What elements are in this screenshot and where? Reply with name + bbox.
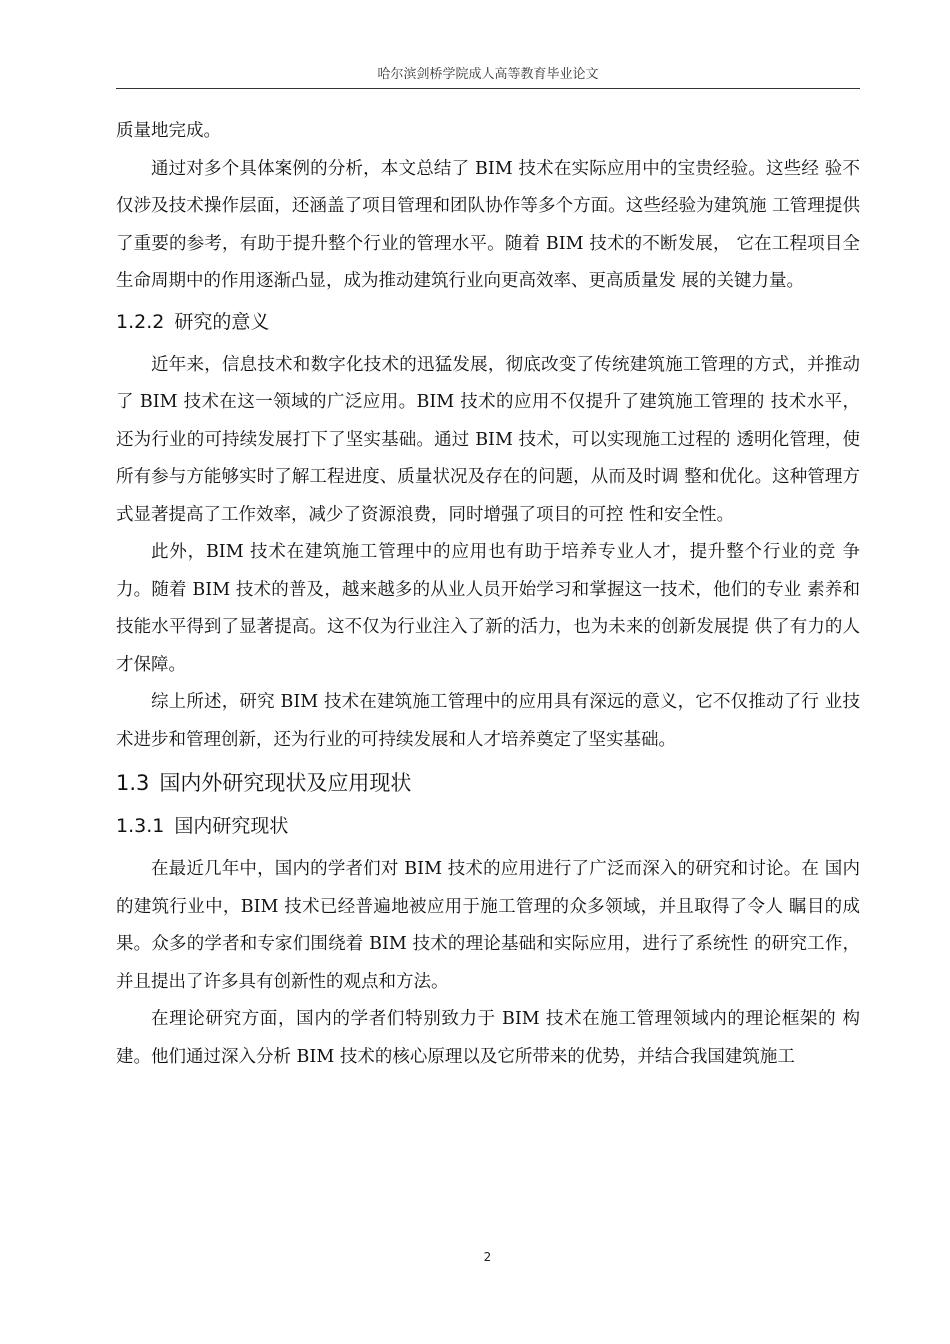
section-number: 1.3 xyxy=(116,771,150,795)
section-heading-1-2-2 xyxy=(116,307,860,337)
paragraph: 综上所述，研究 BIM 技术在建筑施工管理中的应用具有深远的意义，它不仅推动了行 业技术进步和管理创新，还为行业的可持续发展和人才培养奠定了坚实基础。 xyxy=(116,692,860,750)
page-body xyxy=(116,113,860,1076)
page-number: 2 xyxy=(483,1250,492,1264)
running-header: 哈尔滨剑桥学院成人高等教育毕业论文 xyxy=(377,67,599,82)
section-title: 国内研究现状 xyxy=(174,815,289,837)
section-number: 1.2.2 xyxy=(116,310,165,333)
section-title: 研究的意义 xyxy=(174,310,270,333)
paragraph: 通过对多个具体案例的分析，本文总结了 BIM 技术在实际应用中的宝贵经验。这些经 验不仅涉及技术操作层面，还涵盖了项目管理和团队协作等多个方面。这些经验为建筑施 工管理提供了重要的参考，有助于提升整个行业的管理水平。随着 BIM 技术的不断发展， 它在工程项目全生命周期中的作用逐渐凸显，成为推动建筑行业向更高效率、更高质量发 展的关键力量。 xyxy=(116,158,860,291)
section-heading-1-3 xyxy=(116,767,860,799)
paragraph: 近年来，信息技术和数字化技术的迅猛发展，彻底改变了传统建筑施工管理的方式，并推动了 BIM 技术在这一领域的广泛应用。BIM 技术的应用不仅提升了建筑施工管理的 技术水平，还为行业的可持续发展打下了坚实基础。通过 BIM 技术，可以实现施工过程的 透明化管理，使所有参与方能够实时了解工程进度、质量状况及存在的问题，从而及时调 整和优化。这种管理方式显著提高了工作效率，减少了资源浪费，同时增强了项目的可控 性和安全性。 xyxy=(116,354,860,525)
section-number: 1.3.1 xyxy=(116,815,165,837)
paragraph: 在最近几年中，国内的学者们对 BIM 技术的应用进行了广泛而深入的研究和讨论。在 国内的建筑行业中，BIM 技术已经普遍地被应用于施工管理的众多领域，并且取得了令人 瞩目的成果。众多的学者和专家们围绕着 BIM 技术的理论基础和实际应用，进行了系统性 的研究工作，并且提出了许多具有创新性的观点和方法。 xyxy=(116,859,860,992)
paragraph: 在理论研究方面，国内的学者们特别致力于 BIM 技术在施工管理领域内的理论框架的 构建。他们通过深入分析 BIM 技术的核心原理以及它所带来的优势，并结合我国建筑施工 xyxy=(116,1009,860,1067)
section-heading-1-3-1 xyxy=(116,811,860,841)
section-title: 国内外研究现状及应用现状 xyxy=(159,771,412,795)
header-rule xyxy=(116,88,860,89)
paragraph-continuation: 质量地完成。 xyxy=(116,121,221,141)
paragraph: 此外，BIM 技术在建筑施工管理中的应用也有助于培养专业人才，提升整个行业的竞 争力。随着 BIM 技术的普及，越来越多的从业人员开始学习和掌握这一技术，他们的专业 素养和技能水平得到了显著提高。这不仅为行业注入了新的活力，也为未来的创新发展提 供了有力的人才保障。 xyxy=(116,542,860,675)
